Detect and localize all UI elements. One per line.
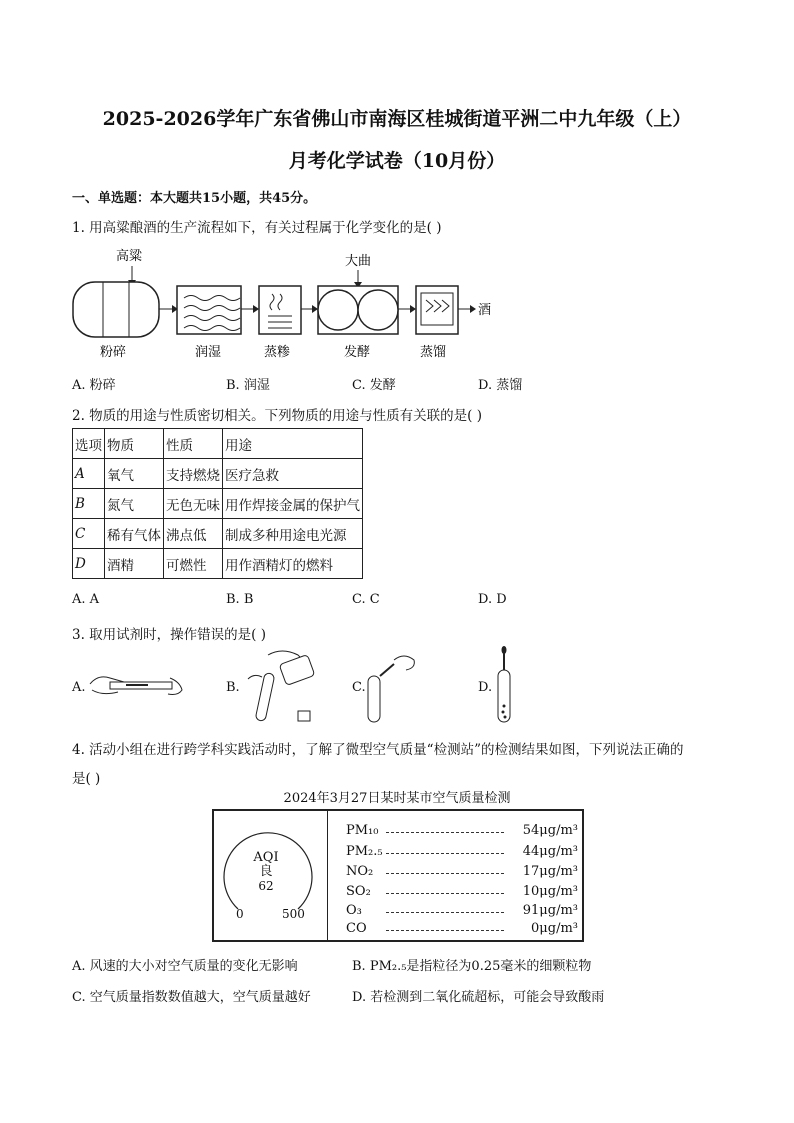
aqi-label: AQI (253, 850, 279, 865)
q1-step-distill: 蒸馏 (420, 345, 447, 360)
reading-value: 91μg/m³ (522, 903, 578, 918)
q2-option-d[interactable]: D. D (478, 592, 507, 607)
table-cell: C (73, 519, 105, 549)
table-cell: 氮气 (105, 489, 164, 519)
q3-c-dropper-figure (364, 650, 424, 726)
q1-process-diagram (60, 240, 510, 370)
q3-d-test-tube-figure (492, 646, 516, 726)
q3-stem: 3. 取用试剂时，操作错误的是( ) (72, 627, 266, 643)
q4-option-a[interactable]: A. 风速的大小对空气质量的变化无影响 (72, 959, 298, 974)
table-cell: B (73, 489, 105, 519)
table-row (73, 519, 363, 549)
section-heading: 一、单选题：本大题共15小题，共45分。 (72, 191, 317, 206)
distillation-icon (416, 286, 458, 334)
q1-option-b[interactable]: B. 润湿 (226, 378, 270, 393)
steaming-icon (259, 286, 301, 334)
table-cell: A (73, 459, 105, 489)
q1-option-d[interactable]: D. 蒸馏 (478, 378, 523, 393)
table-row (73, 459, 363, 489)
reading-row (346, 903, 578, 918)
reading-name: PM₂.₅ (346, 844, 383, 859)
q1-label-daqu: 大曲 (345, 254, 372, 269)
table-row (73, 489, 363, 519)
q4-option-c[interactable]: C. 空气质量指数数值越大，空气质量越好 (72, 990, 311, 1005)
table-cell: 用作酒精灯的燃料 (223, 549, 363, 579)
exam-title-line1: 2025-2026学年广东省佛山市南海区桂城街道平洲二中九年级（上） (102, 108, 692, 130)
q3-a-spatula-figure (88, 668, 188, 702)
reading-value: 10μg/m³ (522, 884, 578, 899)
q4-stem-line2: 是( ) (72, 771, 101, 787)
table-cell: 医疗急救 (223, 459, 363, 489)
reading-name: SO₂ (346, 884, 371, 899)
table-cell: 无色无味 (164, 489, 223, 519)
q1-step-steam: 蒸糁 (264, 345, 291, 360)
q1-label-liquor: 酒 (478, 303, 492, 318)
reading-row (346, 823, 578, 838)
aqi-panel (212, 809, 584, 942)
q3-option-d[interactable]: D. (478, 680, 493, 695)
q2-stem: 2. 物质的用途与性质密切相关。下列物质的用途与性质有关联的是( ) (72, 408, 482, 424)
q3-b-pouring-figure (238, 645, 328, 725)
reading-name: NO₂ (346, 864, 374, 879)
aqi-max: 500 (282, 907, 305, 921)
table-row (73, 549, 363, 579)
table-cell: 用途 (223, 429, 363, 459)
table-cell: 选项 (73, 429, 105, 459)
table-cell: D (73, 549, 105, 579)
table-cell: 制成多种用途电光源 (223, 519, 363, 549)
table-cell: 沸点低 (164, 519, 223, 549)
aqi-level: 良 (259, 864, 273, 879)
q1-step-ferment: 发酵 (344, 345, 371, 360)
reading-row (346, 921, 578, 936)
crusher-icon (73, 282, 159, 337)
aqi-value: 62 (258, 879, 274, 893)
q2-option-c[interactable]: C. C (352, 592, 380, 607)
q3-option-c[interactable]: C. (352, 680, 366, 695)
table-cell: 物质 (105, 429, 164, 459)
reading-name: O₃ (346, 903, 362, 918)
reading-row (346, 844, 578, 859)
reading-value: 0μg/m³ (531, 921, 578, 936)
table-cell: 氧气 (105, 459, 164, 489)
q4-stem-line1: 4. 活动小组在进行跨学科实践活动时，了解了微型空气质量“检测站”的检测结果如图，下列说法正确的 (72, 742, 684, 758)
q4-option-d[interactable]: D. 若检测到二氧化硫超标，可能会导致酸雨 (352, 990, 605, 1005)
q4-figure-title: 2024年3月27日某时某市空气质量检测 (283, 791, 511, 806)
reading-row (346, 864, 578, 879)
table-cell: 稀有气体 (105, 519, 164, 549)
table-cell: 用作焊接金属的保护气 (223, 489, 363, 519)
table-cell: 酒精 (105, 549, 164, 579)
q1-option-a[interactable]: A. 粉碎 (72, 378, 116, 393)
wetting-icon (177, 286, 241, 334)
q1-step-wet: 润湿 (195, 345, 222, 360)
table-row (73, 429, 363, 459)
q1-step-crush: 粉碎 (100, 345, 127, 360)
q3-option-a[interactable]: A. (72, 680, 86, 695)
table-cell: 支持燃烧 (164, 459, 223, 489)
aqi-min: 0 (236, 907, 244, 921)
q2-option-b[interactable]: B. B (226, 592, 254, 607)
reading-name: PM₁₀ (346, 823, 379, 838)
q3-option-b[interactable]: B. (226, 680, 240, 695)
exam-title-line2: 月考化学试卷（10月份） (288, 150, 506, 172)
reading-row (346, 884, 578, 899)
table-cell: 可燃性 (164, 549, 223, 579)
reading-value: 54μg/m³ (522, 823, 578, 838)
reading-value: 44μg/m³ (522, 844, 578, 859)
q1-label-sorghum: 高粱 (116, 249, 143, 264)
table-cell: 性质 (164, 429, 223, 459)
reading-value: 17μg/m³ (522, 864, 578, 879)
q1-option-c[interactable]: C. 发酵 (352, 378, 396, 393)
reading-name: CO (346, 921, 367, 936)
q2-table (72, 428, 363, 579)
fermentation-icon (318, 286, 398, 334)
q2-option-a[interactable]: A. A (72, 592, 100, 607)
q1-stem: 1. 用高粱酿酒的生产流程如下，有关过程属于化学变化的是( ) (72, 220, 442, 236)
q4-option-b[interactable]: B. PM₂.₅是指粒径为0.25毫米的细颗粒物 (352, 959, 592, 974)
